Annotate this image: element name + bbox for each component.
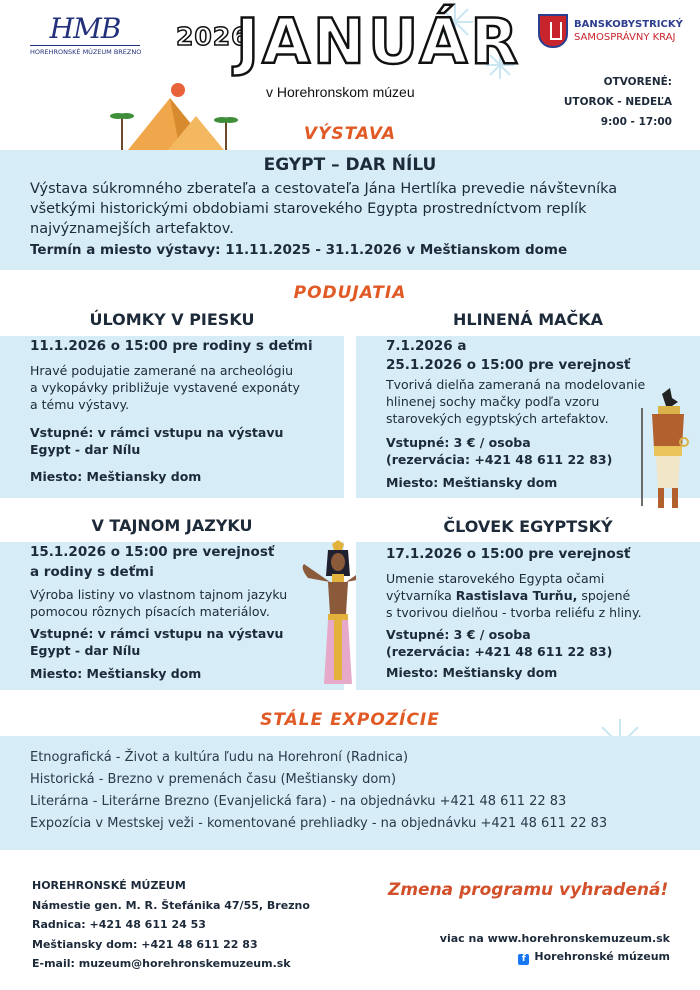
event-description [30,586,287,620]
event-description-line: Hravé podujatie zamerané na archeológiu [30,363,294,378]
footer-email[interactable]: E-mail: muzeum@horehronskemuzeum.sk [32,957,291,970]
event-place: Miesto: Meštiansky dom [30,469,202,484]
event-description-line [386,587,642,604]
event-description [386,570,642,621]
hours-time: 9:00 - 17:00 [600,116,672,128]
facebook-label: Horehronské múzeum [534,950,670,963]
exhibition-description-line: Výstava súkromného zberateľa a cestovateľa Jána Hertlíka prevedie návštevníka [30,181,618,197]
event-entry-line: Vstupné: 3 € / osoba [386,627,531,642]
event-place: Miesto: Meštiansky dom [386,665,558,680]
event-description-line: Umenie starovekého Egypta očami [386,571,605,586]
footer-org: HOREHRONSKÉ MÚZEUM [32,879,186,892]
event-date-line: 15.1.2026 o 15:00 pre verejnosť [30,544,275,560]
section-title-permanent: STÁLE EXPOZÍCIE [260,710,440,730]
website-link[interactable]: viac na www.horehronskemuzeum.sk [439,932,670,945]
event-entry-line: (rezervácia: +421 48 611 22 83) [386,644,613,659]
page-subtitle: v Horehronskom múzeu [266,84,415,100]
event-description-line: a vykopávky približuje vystavené exponáty [30,380,300,395]
section-title-events: PODUJATIA [293,283,407,303]
logo-mark: HMB [49,12,121,45]
event-description-line: Tvorivá dielňa zameraná na modelovanie [386,377,646,392]
permanent-item: Literárna - Literárne Brezno (Evanjelická fara) - na objednávku +421 48 611 22 83 [30,794,567,809]
event-date [386,337,630,375]
logo-subtitle: HOREHRONSKÉ MÚZEUM BREZNO [30,45,140,56]
event-entry-line: Egypt - dar Nílu [30,643,141,658]
event-title: ÚLOMKY V PIESKU [89,310,255,329]
opening-hours [564,72,672,132]
permanent-item: Historická - Brezno v premenách času (Meštiansky dom) [30,772,397,787]
section-title-exhibition: VÝSTAVA [303,124,397,144]
event-entry [386,434,612,468]
event-description-text: spojené [577,588,631,603]
program-change-note: Zmena programu vyhradená! [388,880,669,900]
page-title: JANUÁR [236,5,522,78]
footer-phone-mestiansky: Meštiansky dom: +421 48 611 22 83 [32,937,258,951]
event-entry [386,626,612,660]
event-description-line: s tvorivou dielňou - tvorba reliéfu z hliny. [386,605,642,620]
year-label: 2026 [176,22,250,51]
hours-label: OTVORENÉ: [603,76,672,88]
event-entry-line: (rezervácia: +421 48 611 22 83) [386,452,613,467]
facebook-link[interactable] [440,948,670,966]
hours-days: UTOROK - NEDEĽA [563,96,672,108]
event-entry-line: Egypt - dar Nílu [30,442,141,457]
event-title: HLINENÁ MAČKA [452,310,604,329]
coat-of-arms-icon [538,14,568,48]
event-description [386,376,645,427]
footer-address: Námestie gen. M. R. Štefánika 47/55, Brezno [32,898,310,912]
event-title: ČLOVEK EGYPTSKÝ [443,517,613,536]
region-name-line2: SAMOSPRÁVNY KRAJ [574,32,676,43]
event-entry [30,625,283,659]
exhibition-term: Termín a miesto výstavy: 11.11.2025 - 31.1.2026 v Meštianskom dome [30,242,568,258]
event-date-line: 25.1.2026 o 15:00 pre verejnosť [386,357,631,373]
event-date [30,542,274,582]
event-description-line: Výroba listiny vo vlastnom tajnom jazyku [30,587,288,602]
permanent-list [30,747,607,835]
anubis-figure [632,388,692,514]
exhibition-description-line: najvýznamejších artefaktov. [30,221,234,237]
event-place: Miesto: Meštiansky dom [386,475,558,490]
event-place: Miesto: Meštiansky dom [30,666,202,681]
exhibition-description-line: všetkými historickými obdobiami starovekého Egypta prostredníctvom replík [30,201,587,217]
event-date: 17.1.2026 o 15:00 pre verejnosť [386,546,631,562]
event-date: 11.1.2026 o 15:00 pre rodiny s deťmi [30,338,313,354]
event-title: V TAJNOM JAZYKU [91,516,253,535]
exhibition-description [30,179,617,239]
event-entry [30,424,283,458]
event-date-line: 7.1.2026 a [386,338,467,354]
event-entry-line: Vstupné: 3 € / osoba [386,435,531,450]
event-entry-line: Vstupné: v rámci vstupu na výstavu [30,425,284,440]
event-description [30,362,300,413]
footer-links [440,930,670,966]
event-date-line: a rodiny s deťmi [30,564,154,580]
region-name-line1: BANSKOBYSTRICKÝ [574,19,683,30]
event-description-line: starovekých egyptských artefaktov. [386,411,609,426]
permanent-item: Etnografická - Život a kultúra ľudu na Horehroní (Radnica) [30,750,409,765]
museum-logo [30,14,140,56]
event-description-line: pomocou rôznych písacích materiálov. [30,604,270,619]
event-description-line: a tému výstavy. [30,397,130,412]
region-logo [538,14,683,48]
event-description-line: hlinenej sochy mačky podľa vzoru [386,394,600,409]
facebook-icon: f [518,954,529,965]
event-description-text: výtvarníka [386,588,456,603]
artist-name: Rastislava Turňu, [455,588,578,603]
exhibition-title: EGYPT – DAR NÍLU [263,155,437,175]
footer-phone-radnica: Radnica: +421 48 611 24 53 [32,918,206,931]
footer-contacts [32,876,310,974]
event-entry-line: Vstupné: v rámci vstupu na výstavu [30,626,284,641]
permanent-item: Expozícia v Mestskej veži - komentované prehliadky - na objednávku +421 48 611 22 83 [30,816,608,831]
